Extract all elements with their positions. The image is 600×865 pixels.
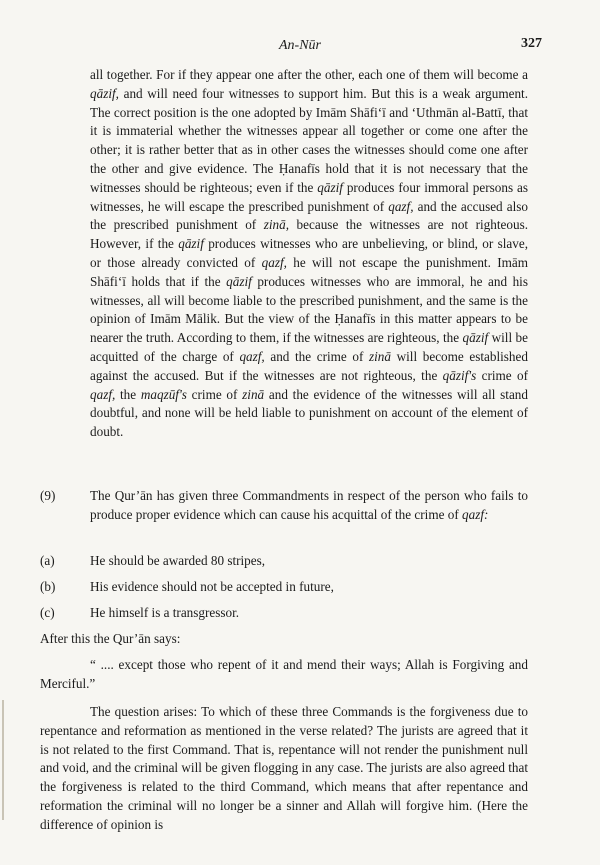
list-text: His evidence should not be accepted in future,	[90, 579, 334, 594]
list-number: (a)	[40, 553, 55, 568]
page-number: 327	[521, 36, 542, 51]
term-zina: zinā	[242, 386, 265, 402]
list-text: The Qur’ān has given three Commandments in respect of the person who fails to produce proper evidence which can cause his acquittal of the crime of qazf:	[90, 488, 528, 522]
term-qazif: qāzif	[462, 330, 489, 346]
quoted-verse: “ .... except those who repent of it and mend their ways; Allah is Forgiving and Merciful.”	[40, 657, 528, 691]
term-qazif: qāzif	[178, 236, 204, 252]
list-item-c	[40, 604, 528, 623]
list-item-b	[40, 578, 528, 597]
list-number: (b)	[40, 579, 56, 594]
list-text: He himself is a transgressor.	[90, 605, 240, 620]
after-line: After this the Qur’ān says:	[40, 631, 181, 646]
term-qazf: qazf:	[462, 506, 489, 522]
term-maqzufs: maqzūf's	[140, 386, 187, 402]
term-qazf: qazf,	[239, 348, 265, 364]
list-item-a	[40, 552, 528, 571]
page-edge-shadow	[2, 700, 4, 820]
term-qazf: qazf,	[388, 198, 414, 214]
term-qazif: qāzif,	[90, 85, 119, 101]
term-qazf: qazf,	[90, 386, 116, 402]
term-qazf: qazf,	[261, 254, 287, 270]
running-title: An-Nūr	[279, 38, 321, 53]
term-zina: zinā	[369, 348, 391, 364]
list-item-9	[40, 487, 528, 525]
body-paragraph: all together. For if they appear one after the other, each one of them will become a qāzif, and will need four witnesses to support him. But this is a weak argument. The correct position is the one adopted by Imām Shāfi‘ī and ‘Uthmān al-Battī, that it is immaterial whether the witnesses appear all together or come one after the other; it is rather better that as in other cases the witnesses should come one after the other and give evidence. The Ḥanafīs hold that it is not necessary that the witnesses should be righteous; even if the qāzif produces four immoral persons as witnesses, he will escape the prescribed punishment of qazf, and the accused also the prescribed punishment of zinā, because the witnesses are not righteous. However, if the qāzif produces witnesses who are unbelieving, or blind, or slave, or those already convicted of qazf, he will not escape the punishment. Imām Shāfi‘ī holds that if the qāzif produces witnesses who are immoral, he and his witnesses, all will become liable to the prescribed punishment, and the same is the opinion of Imām Mālik. But the view of the Ḥanafīs in this matter appears to be nearer the truth. According to them, if the witnesses are righteous, the qāzif will be acquitted of the charge of qazf, and the crime of zinā will become established against the accused. But if the witnesses are not righteous, the qāzif's crime of qazf, the maqzūf's crime of zinā and the evidence of the witnesses will all stand doubtful, and none will be held liable to punishment on account of the element of doubt.	[90, 67, 529, 440]
term-qazif: qāzif	[226, 273, 252, 289]
body-paragraph-final: The question arises: To which of these three Commands is the forgiveness due to repentance and reformation as mentioned in the verse related? The jurists are agreed that it is not related to the first Command. That is, repentance will not render the punishment null and void, and the criminal will be given flogging in any case. The jurists are also agreed that the forgiveness is related to the third Command, which means that after repentance and reformation the criminal will no longer be a sinner and Allah will forgive him. (Here the difference of opinion is	[40, 704, 528, 832]
term-qazifs: qāzif's	[442, 367, 477, 383]
list-text: He should be awarded 80 stripes,	[90, 553, 266, 568]
list-number: (9)	[40, 488, 56, 503]
term-zina: zinā,	[263, 217, 290, 233]
term-qazif: qāzif	[317, 179, 343, 195]
list-number: (c)	[40, 605, 55, 620]
